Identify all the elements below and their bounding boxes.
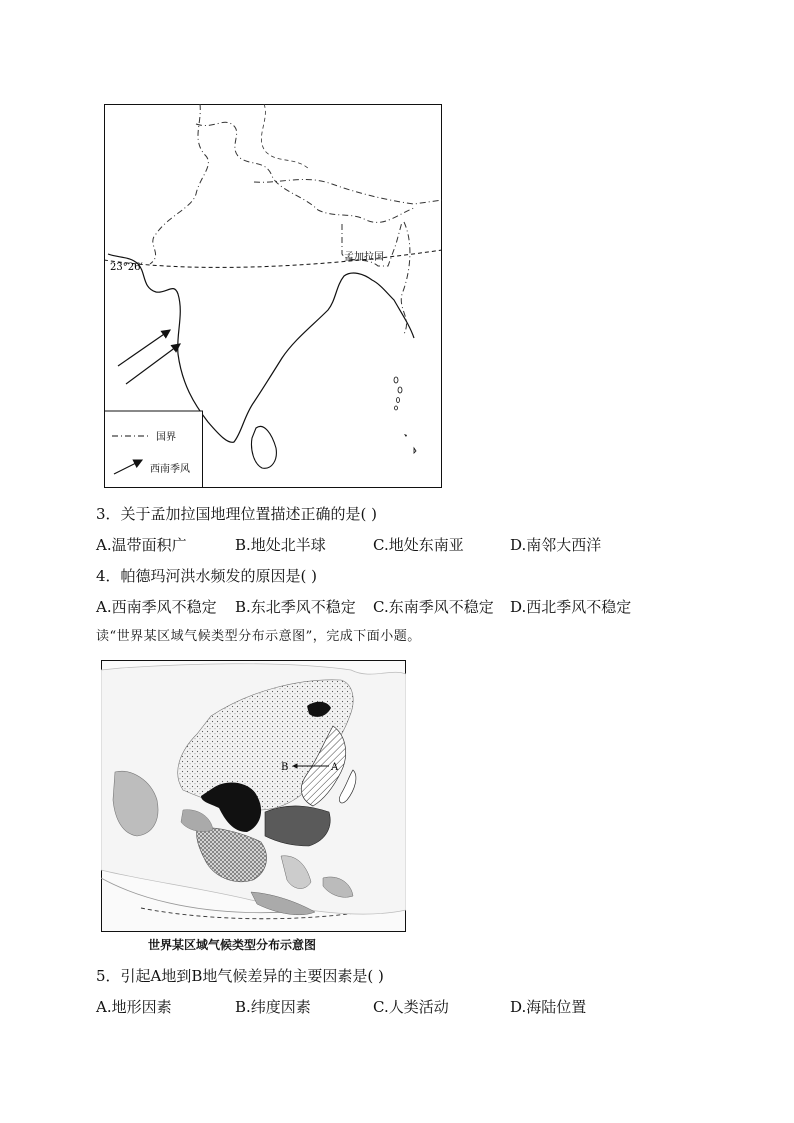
south-asia-map	[104, 104, 442, 488]
climate-map-caption: 世界某区域气候类型分布示意图	[148, 938, 317, 952]
question-4-option-c[interactable]: C.东南季风不稳定	[373, 598, 494, 616]
bangladesh-label: 孟加拉国	[344, 252, 384, 263]
point-b-label: B	[281, 762, 289, 773]
question-3-option-a[interactable]: A.温带面积广	[96, 536, 187, 554]
question-5-option-d[interactable]: D.海陆位置	[510, 998, 587, 1016]
map-legend	[105, 411, 203, 488]
point-a-label: A	[331, 762, 339, 773]
climate-map	[101, 660, 406, 932]
question-3-option-b[interactable]: B.地处北半球	[235, 536, 326, 554]
question-4-stem: 4．帕德玛河洪水频发的原因是( )	[96, 567, 318, 585]
question-4-option-a[interactable]: A.西南季风不稳定	[96, 598, 217, 616]
question-4-option-d[interactable]: D.西北季风不稳定	[510, 598, 632, 616]
question-3-stem: 3．关于孟加拉国地理位置描述正确的是( )	[96, 505, 378, 523]
climate-map-svg	[101, 660, 406, 932]
section-intro: 读“世界某区域气候类型分布示意图”，完成下面小题。	[96, 629, 421, 644]
south-asia-map-svg	[104, 104, 442, 488]
question-5-stem: 5．引起A地到B地气候差异的主要因素是( )	[96, 967, 384, 985]
question-4-option-b[interactable]: B.东北季风不稳定	[235, 598, 356, 616]
question-5-option-b[interactable]: B.纬度因素	[235, 998, 311, 1016]
question-3-option-d[interactable]: D.南邻大西洋	[510, 536, 602, 554]
legend-border-label: 国界	[156, 432, 176, 443]
latitude-label: 23°26′	[110, 262, 143, 273]
question-3-option-c[interactable]: C.地处东南亚	[373, 536, 464, 554]
legend-monsoon-label: 西南季风	[150, 464, 190, 475]
question-5-option-a[interactable]: A.地形因素	[96, 998, 172, 1016]
subtropical-monsoon-zone	[265, 806, 330, 846]
question-5-option-c[interactable]: C.人类活动	[373, 998, 449, 1016]
